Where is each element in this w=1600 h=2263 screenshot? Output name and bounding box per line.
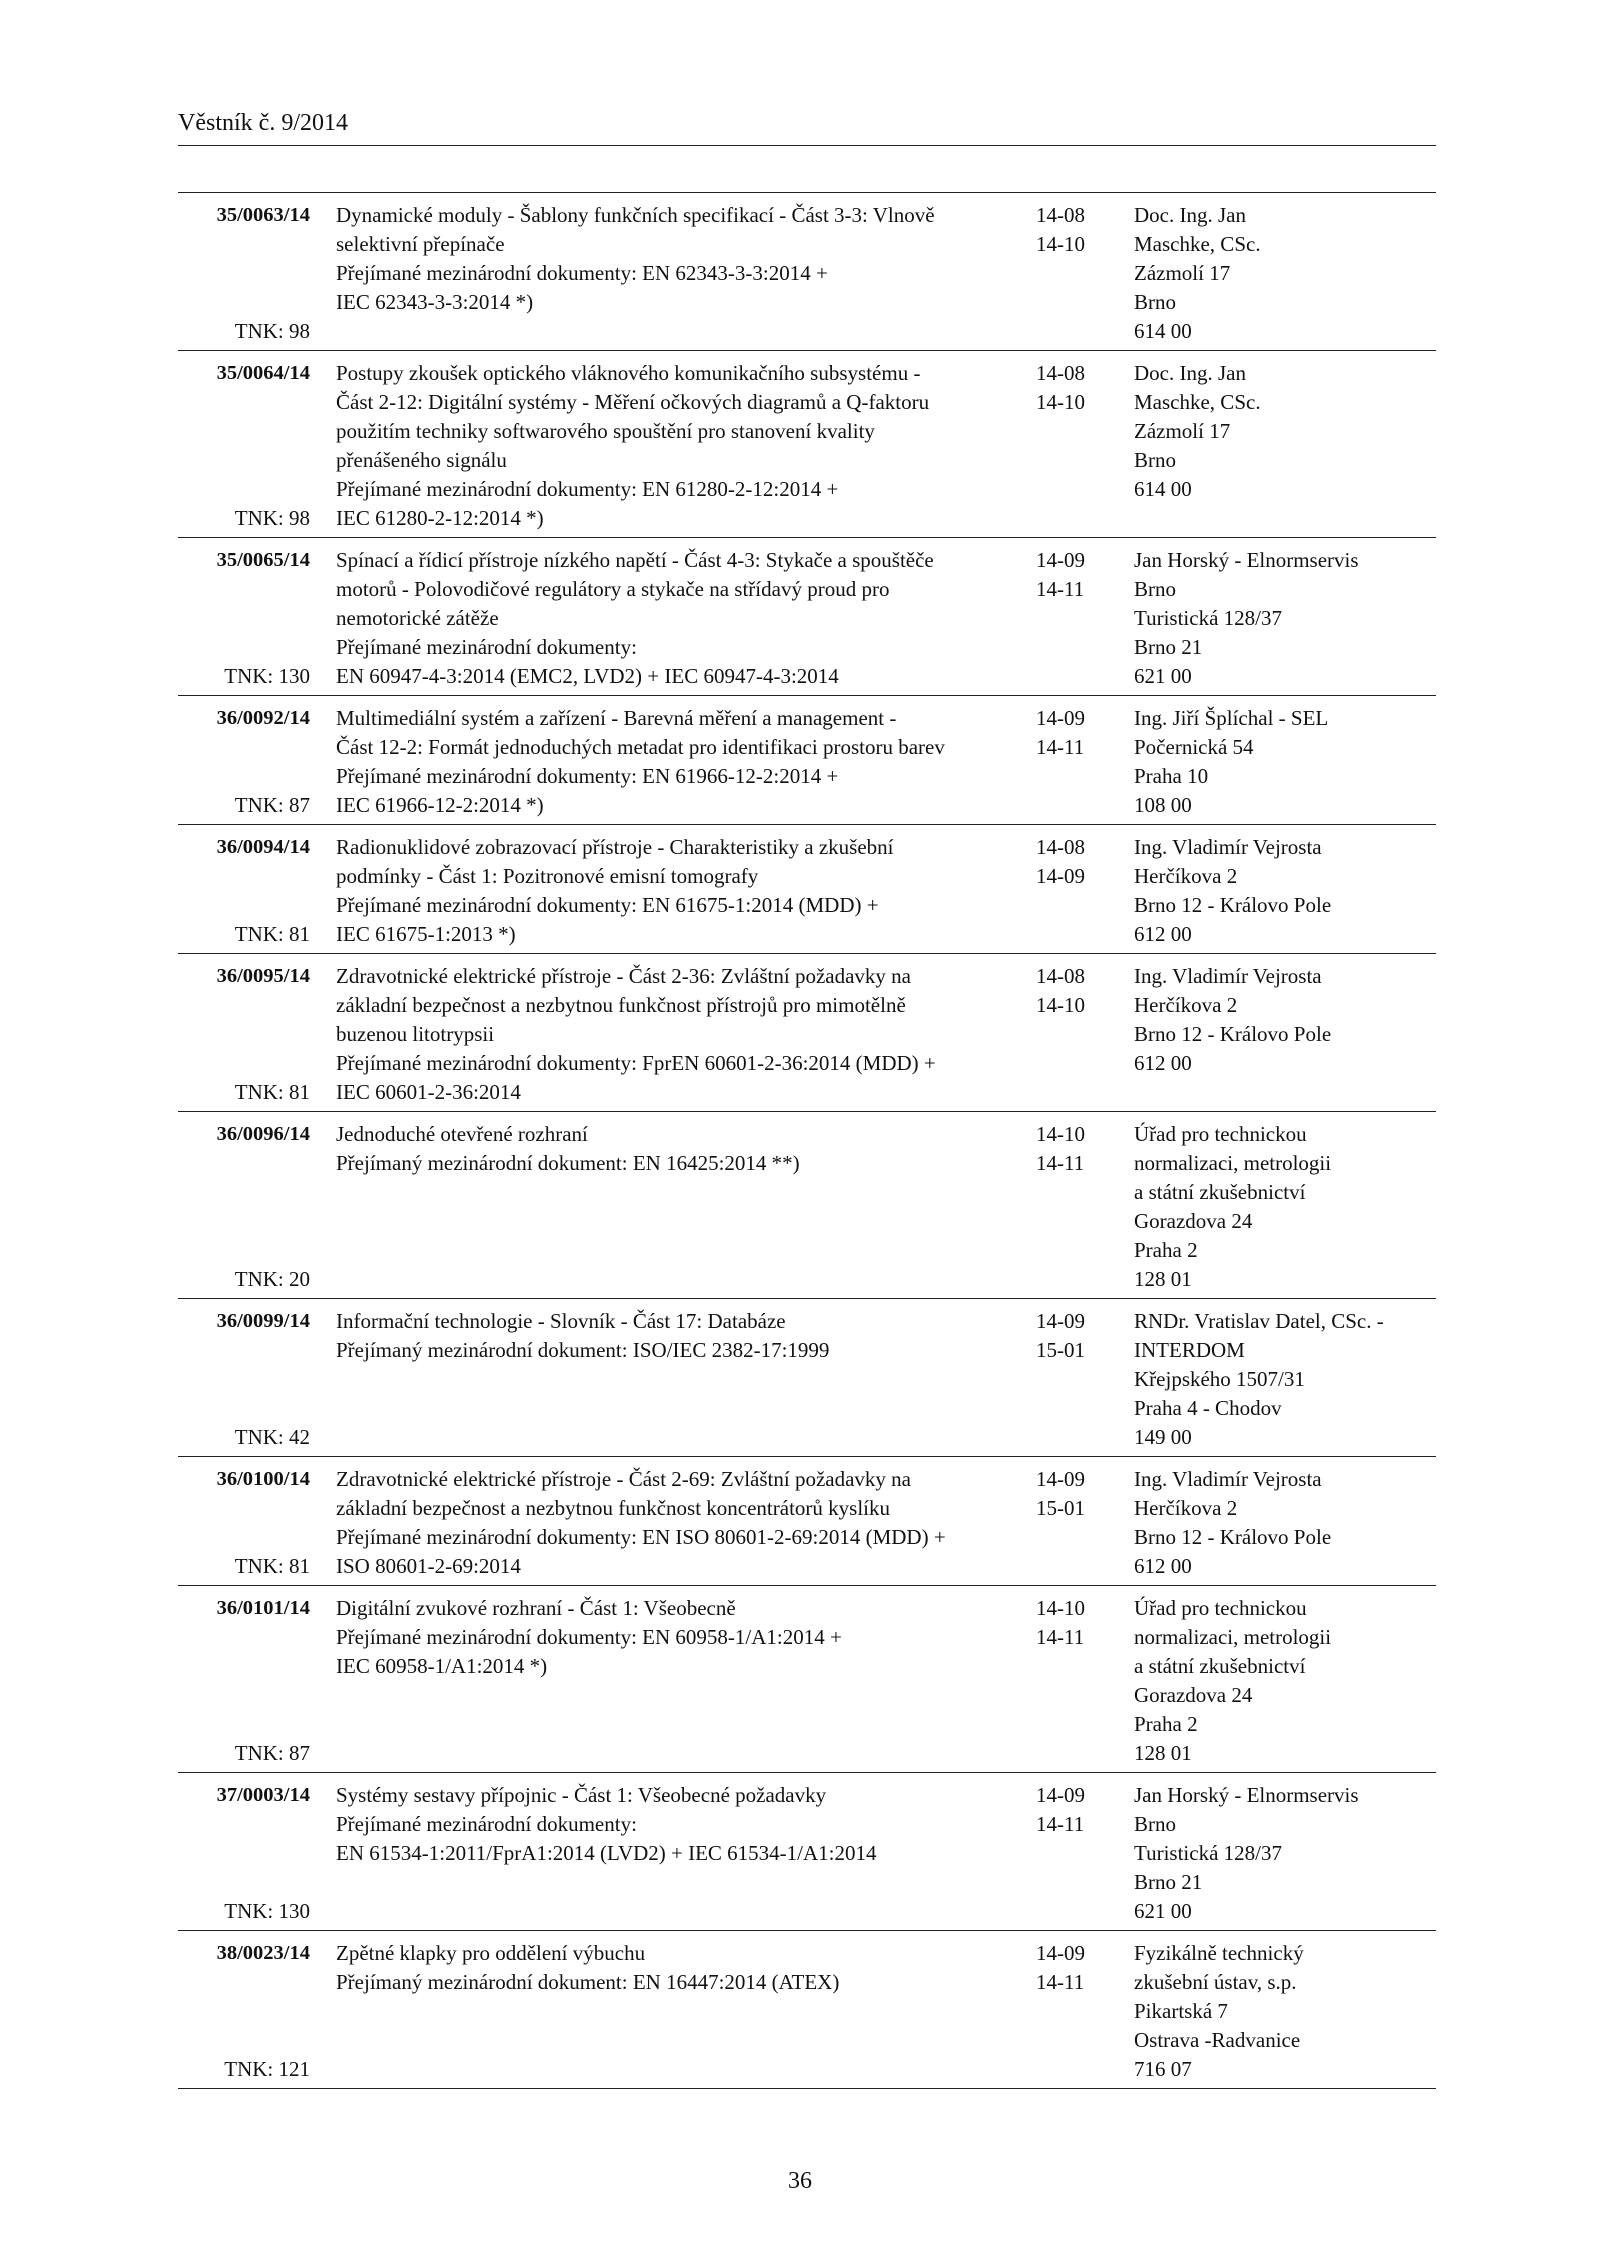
title-line: Přejímané mezinárodní dokumenty: EN 61675-1:2014 (MDD) +: [336, 893, 879, 917]
contact-line: Počernická 54: [1134, 735, 1254, 759]
contact-line: 612 00: [1134, 1051, 1192, 1075]
table-row: [178, 954, 1436, 1112]
contact-line: 612 00: [1134, 922, 1192, 946]
date-value: 14-09: [1036, 1783, 1085, 1807]
tnk-number: TNK: 98: [234, 506, 310, 530]
contact-line: Ing. Vladimír Vejrosta: [1134, 835, 1322, 859]
contact-line: Ostrava -Radvanice: [1134, 2028, 1301, 2052]
contact-line: Praha 10: [1134, 764, 1209, 788]
standard-title: [310, 1781, 1036, 1926]
table-row: [178, 1931, 1436, 2089]
title-line: EN 61534-1:2011/FprA1:2014 (LVD2) + IEC 61534-1/A1:2014: [336, 1841, 877, 1865]
tnk-number: TNK: 81: [234, 922, 310, 946]
contact-line: Úřad pro technickou: [1134, 1596, 1307, 1620]
contact-line: Brno 12 - Královo Pole: [1134, 1022, 1332, 1046]
contact-line: zkušební ústav, s.p.: [1134, 1970, 1297, 1994]
table-row: [178, 1773, 1436, 1931]
tnk-number: TNK: 20: [234, 1267, 310, 1291]
standard-title: [310, 546, 1036, 691]
table-row: [178, 1112, 1436, 1299]
title-line: Část 12-2: Formát jednoduchých metadat pro identifikaci prostoru barev: [336, 735, 945, 759]
title-line: EN 60947-4-3:2014 (EMC2, LVD2) + IEC 60947-4-3:2014: [336, 664, 839, 688]
title-line: Přejímaný mezinárodní dokument: EN 16447:2014 (ATEX): [336, 1970, 840, 1994]
row-identifiers: [178, 704, 310, 820]
date-value: 14-09: [1036, 1467, 1085, 1491]
title-line: Dynamické moduly - Šablony funkčních specifikací - Část 3-3: Vlnově: [336, 203, 935, 227]
title-line: Zdravotnické elektrické přístroje - Část 2-69: Zvláštní požadavky na: [336, 1467, 911, 1491]
contact-column: [1134, 962, 1436, 1107]
contact-line: normalizaci, metrologii: [1134, 1625, 1332, 1649]
table-row: [178, 1457, 1436, 1586]
title-line: IEC 61675-1:2013 *): [336, 922, 516, 946]
contact-line: Úřad pro technickou: [1134, 1122, 1307, 1146]
date-value: 14-08: [1036, 203, 1085, 227]
contact-line: 621 00: [1134, 1899, 1192, 1923]
contact-line: Brno 21: [1134, 1870, 1203, 1894]
contact-column: [1134, 359, 1436, 533]
table-row: [178, 825, 1436, 954]
contact-line: Zázmolí 17: [1134, 419, 1231, 443]
title-line: Zpětné klapky pro oddělení výbuchu: [336, 1941, 646, 1965]
title-line: Přejímané mezinárodní dokumenty: EN ISO 80601-2-69:2014 (MDD) +: [336, 1525, 946, 1549]
contact-line: RNDr. Vratislav Datel, CSc. -: [1134, 1309, 1384, 1333]
standard-title: [310, 962, 1036, 1107]
contact-line: 128 01: [1134, 1741, 1192, 1765]
row-identifiers: [178, 1781, 310, 1926]
title-line: Přejímaný mezinárodní dokument: EN 16425:2014 **): [336, 1151, 800, 1175]
date-value: 14-10: [1036, 993, 1085, 1017]
title-line: Přejímané mezinárodní dokumenty:: [336, 635, 637, 659]
title-line: Přejímané mezinárodní dokumenty: FprEN 60601-2-36:2014 (MDD) +: [336, 1051, 936, 1075]
date-value: 14-10: [1036, 232, 1085, 256]
contact-column: [1134, 201, 1436, 346]
contact-line: 149 00: [1134, 1425, 1192, 1449]
contact-line: 128 01: [1134, 1267, 1192, 1291]
contact-line: Gorazdova 24: [1134, 1209, 1253, 1233]
standard-number: 36/0096/14: [216, 1123, 310, 1145]
title-line: Zdravotnické elektrické přístroje - Část 2-36: Zvláštní požadavky na: [336, 964, 911, 988]
standards-table: [178, 192, 1436, 2089]
row-identifiers: [178, 546, 310, 691]
date-value: 14-08: [1036, 964, 1085, 988]
contact-line: normalizaci, metrologii: [1134, 1151, 1332, 1175]
row-identifiers: [178, 201, 310, 346]
contact-line: Brno 12 - Královo Pole: [1134, 1525, 1332, 1549]
contact-line: 614 00: [1134, 477, 1192, 501]
contact-line: Praha 2: [1134, 1238, 1198, 1262]
standard-number: 36/0101/14: [216, 1597, 310, 1619]
title-line: podmínky - Část 1: Pozitronové emisní tomografy: [336, 864, 759, 888]
contact-line: a státní zkušebnictví: [1134, 1654, 1306, 1678]
contact-line: Gorazdova 24: [1134, 1683, 1253, 1707]
contact-line: Brno: [1134, 448, 1176, 472]
contact-line: Turistická 128/37: [1134, 1841, 1282, 1865]
contact-column: [1134, 1120, 1436, 1294]
contact-line: Maschke, CSc.: [1134, 232, 1261, 256]
standard-number: 36/0095/14: [216, 965, 310, 987]
date-value: 14-09: [1036, 706, 1085, 730]
standard-number: 36/0092/14: [216, 707, 310, 729]
contact-line: Ing. Jiří Šplíchal - SEL: [1134, 706, 1329, 730]
dates-column: [1036, 1594, 1134, 1768]
page-number: 36: [788, 2168, 812, 2194]
contact-line: Doc. Ing. Jan: [1134, 203, 1246, 227]
title-line: použitím techniky softwarového spouštění pro stanovení kvality: [336, 419, 875, 443]
dates-column: [1036, 1939, 1134, 2084]
contact-line: 614 00: [1134, 319, 1192, 343]
contact-column: [1134, 546, 1436, 691]
date-value: 14-08: [1036, 361, 1085, 385]
contact-line: Doc. Ing. Jan: [1134, 361, 1246, 385]
row-identifiers: [178, 1120, 310, 1294]
contact-column: [1134, 1939, 1436, 2084]
journal-title: Věstník č. 9/2014: [178, 110, 348, 136]
date-value: 14-08: [1036, 835, 1085, 859]
table-row: [178, 351, 1436, 538]
contact-line: 108 00: [1134, 793, 1192, 817]
contact-column: [1134, 1465, 1436, 1581]
title-line: Přejímané mezinárodní dokumenty: EN 60958-1/A1:2014 +: [336, 1625, 842, 1649]
standard-title: [310, 201, 1036, 346]
dates-column: [1036, 704, 1134, 820]
contact-line: Zázmolí 17: [1134, 261, 1231, 285]
tnk-number: TNK: 130: [224, 664, 310, 688]
dates-column: [1036, 359, 1134, 533]
title-line: Informační technologie - Slovník - Část 17: Databáze: [336, 1309, 786, 1333]
contact-line: INTERDOM: [1134, 1338, 1245, 1362]
contact-column: [1134, 833, 1436, 949]
contact-line: Brno: [1134, 290, 1176, 314]
dates-column: [1036, 1465, 1134, 1581]
row-identifiers: [178, 1939, 310, 2084]
title-line: Část 2-12: Digitální systémy - Měření očkových diagramů a Q-faktoru: [336, 390, 930, 414]
contact-line: Křejpského 1507/31: [1134, 1367, 1305, 1391]
date-value: 14-09: [1036, 864, 1085, 888]
contact-line: Ing. Vladimír Vejrosta: [1134, 964, 1322, 988]
standard-number: 35/0065/14: [216, 549, 310, 571]
date-value: 14-11: [1036, 1812, 1085, 1836]
title-line: Přejímaný mezinárodní dokument: ISO/IEC 2382-17:1999: [336, 1338, 830, 1362]
standard-number: 37/0003/14: [216, 1784, 310, 1806]
date-value: 14-11: [1036, 1625, 1085, 1649]
row-identifiers: [178, 359, 310, 533]
title-line: Digitální zvukové rozhraní - Část 1: Všeobecně: [336, 1596, 736, 1620]
title-line: nemotorické zátěže: [336, 606, 499, 630]
contact-line: Herčíkova 2: [1134, 864, 1238, 888]
standard-title: [310, 704, 1036, 820]
date-value: 14-10: [1036, 1122, 1085, 1146]
table-row: [178, 1586, 1436, 1773]
title-line: IEC 60601-2-36:2014: [336, 1080, 521, 1104]
contact-line: 612 00: [1134, 1554, 1192, 1578]
contact-line: Brno: [1134, 1812, 1176, 1836]
date-value: 14-10: [1036, 390, 1085, 414]
tnk-number: TNK: 130: [224, 1899, 310, 1923]
tnk-number: TNK: 81: [234, 1080, 310, 1104]
standard-number: 35/0064/14: [216, 362, 310, 384]
standard-title: [310, 1465, 1036, 1581]
date-value: 14-10: [1036, 1596, 1085, 1620]
page-header: [178, 110, 1436, 146]
contact-line: Herčíkova 2: [1134, 993, 1238, 1017]
date-value: 15-01: [1036, 1496, 1085, 1520]
row-identifiers: [178, 1594, 310, 1768]
contact-line: Turistická 128/37: [1134, 606, 1282, 630]
tnk-number: TNK: 98: [234, 319, 310, 343]
contact-line: 716 07: [1134, 2057, 1192, 2081]
title-line: Radionuklidové zobrazovací přístroje - Charakteristiky a zkušební: [336, 835, 894, 859]
tnk-number: TNK: 87: [234, 793, 310, 817]
title-line: Přejímané mezinárodní dokumenty: EN 61280-2-12:2014 +: [336, 477, 839, 501]
standard-title: [310, 1307, 1036, 1452]
dates-column: [1036, 1120, 1134, 1294]
contact-line: Herčíkova 2: [1134, 1496, 1238, 1520]
contact-line: Jan Horský - Elnormservis: [1134, 548, 1359, 572]
tnk-number: TNK: 42: [234, 1425, 310, 1449]
tnk-number: TNK: 81: [234, 1554, 310, 1578]
title-line: Systémy sestavy přípojnic - Část 1: Všeobecné požadavky: [336, 1783, 827, 1807]
contact-line: Brno: [1134, 577, 1176, 601]
contact-column: [1134, 1781, 1436, 1926]
contact-line: Maschke, CSc.: [1134, 390, 1261, 414]
title-line: ISO 80601-2-69:2014: [336, 1554, 521, 1578]
dates-column: [1036, 962, 1134, 1107]
date-value: 14-11: [1036, 1151, 1085, 1175]
standard-title: [310, 1120, 1036, 1294]
row-identifiers: [178, 962, 310, 1107]
standard-number: 36/0099/14: [216, 1310, 310, 1332]
title-line: Přejímané mezinárodní dokumenty:: [336, 1812, 637, 1836]
standard-number: 35/0063/14: [216, 204, 310, 226]
standard-title: [310, 1939, 1036, 2084]
standard-number: 36/0094/14: [216, 836, 310, 858]
title-line: IEC 61966-12-2:2014 *): [336, 793, 544, 817]
title-line: IEC 60958-1/A1:2014 *): [336, 1654, 548, 1678]
contact-line: Pikartská 7: [1134, 1999, 1228, 2023]
contact-column: [1134, 1594, 1436, 1768]
contact-line: Fyzikálně technický: [1134, 1941, 1304, 1965]
title-line: motorů - Polovodičové regulátory a stykače na střídavý proud pro: [336, 577, 890, 601]
date-value: 14-11: [1036, 735, 1085, 759]
date-value: 14-09: [1036, 548, 1085, 572]
table-row: [178, 538, 1436, 696]
contact-line: Praha 4 - Chodov: [1134, 1396, 1282, 1420]
date-value: 15-01: [1036, 1338, 1085, 1362]
title-line: IEC 61280-2-12:2014 *): [336, 506, 544, 530]
dates-column: [1036, 1781, 1134, 1926]
title-line: buzenou litotrypsii: [336, 1022, 495, 1046]
title-line: základní bezpečnost a nezbytnou funkčnost přístrojů pro mimotělně: [336, 993, 906, 1017]
standard-number: 38/0023/14: [216, 1942, 310, 1964]
title-line: Multimediální systém a zařízení - Barevná měření a management -: [336, 706, 897, 730]
date-value: 14-09: [1036, 1941, 1085, 1965]
date-value: 14-09: [1036, 1309, 1085, 1333]
table-row: [178, 1299, 1436, 1457]
standard-title: [310, 1594, 1036, 1768]
date-value: 14-11: [1036, 1970, 1085, 1994]
table-row: [178, 193, 1436, 351]
title-line: základní bezpečnost a nezbytnou funkčnost koncentrátorů kyslíku: [336, 1496, 890, 1520]
standard-number: 36/0100/14: [216, 1468, 310, 1490]
row-identifiers: [178, 833, 310, 949]
standard-title: [310, 833, 1036, 949]
contact-line: a státní zkušebnictví: [1134, 1180, 1306, 1204]
contact-line: Brno 21: [1134, 635, 1203, 659]
contact-line: Praha 2: [1134, 1712, 1198, 1736]
title-line: selektivní přepínače: [336, 232, 505, 256]
row-identifiers: [178, 1307, 310, 1452]
contact-line: Ing. Vladimír Vejrosta: [1134, 1467, 1322, 1491]
title-line: Přejímané mezinárodní dokumenty: EN 62343-3-3:2014 +: [336, 261, 828, 285]
tnk-number: TNK: 87: [234, 1741, 310, 1765]
title-line: Postupy zkoušek optického vláknového komunikačního subsystému -: [336, 361, 921, 385]
contact-line: Jan Horský - Elnormservis: [1134, 1783, 1359, 1807]
contact-column: [1134, 1307, 1436, 1452]
contact-column: [1134, 704, 1436, 820]
dates-column: [1036, 833, 1134, 949]
date-value: 14-11: [1036, 577, 1085, 601]
contact-line: 621 00: [1134, 664, 1192, 688]
tnk-number: TNK: 121: [224, 2057, 310, 2081]
title-line: Spínací a řídicí přístroje nízkého napětí - Část 4-3: Stykače a spouštěče: [336, 548, 934, 572]
table-row: [178, 696, 1436, 825]
dates-column: [1036, 1307, 1134, 1452]
contact-line: Brno 12 - Královo Pole: [1134, 893, 1332, 917]
row-identifiers: [178, 1465, 310, 1581]
title-line: Jednoduché otevřené rozhraní: [336, 1122, 588, 1146]
dates-column: [1036, 201, 1134, 346]
title-line: Přejímané mezinárodní dokumenty: EN 61966-12-2:2014 +: [336, 764, 839, 788]
title-line: IEC 62343-3-3:2014 *): [336, 290, 534, 314]
standard-title: [310, 359, 1036, 533]
dates-column: [1036, 546, 1134, 691]
title-line: přenášeného signálu: [336, 448, 507, 472]
